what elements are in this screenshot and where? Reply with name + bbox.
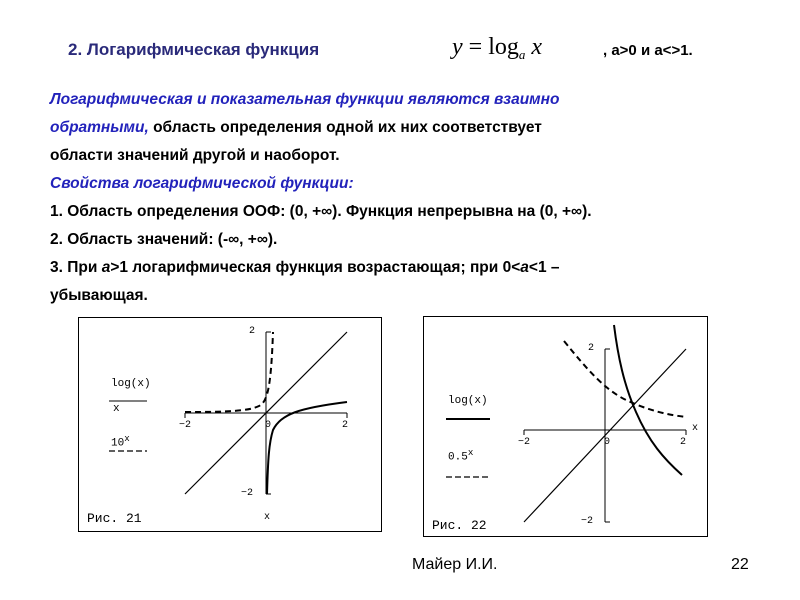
fig22-tick-y-top: 2 xyxy=(588,343,595,354)
body-line-3: области значений другой и наоборот. xyxy=(50,147,340,164)
footer-author: Майер И.И. xyxy=(412,556,498,573)
fig22-x-axis-label: x xyxy=(692,423,699,434)
fig22-tick-x-neg: −2 xyxy=(518,437,531,448)
property-3 xyxy=(50,254,770,282)
property-3-post: <1 – xyxy=(528,259,560,276)
fig21-tick-x-neg: −2 xyxy=(179,420,192,431)
fig21-legend-top: log(x) xyxy=(111,378,151,390)
fig22-legend-base: 0.5 xyxy=(448,451,468,464)
fig22-tick-y-bottom: −2 xyxy=(581,516,594,527)
fig21-tick-y-bottom: −2 xyxy=(241,488,254,499)
page-number: 22 xyxy=(731,556,749,573)
fig22-legend-exp: x xyxy=(467,447,474,458)
body-line-2 xyxy=(50,114,770,142)
formula xyxy=(452,34,542,63)
formula-base: a xyxy=(518,47,526,62)
fig22-caption: Рис. 22 xyxy=(432,518,487,533)
slide-title: 2. Логарифмическая функция xyxy=(68,40,320,59)
body-text xyxy=(50,86,770,310)
formula-condition: , a>0 и a<>1. xyxy=(603,42,693,59)
fig22-legend-top: log(x) xyxy=(448,395,488,407)
fig22-tick-x-pos: 2 xyxy=(680,437,687,448)
fig21-legend-exp: x xyxy=(124,433,130,444)
property-3-mid: >1 логарифмическая функция возрастающая; при 0< xyxy=(110,259,521,276)
fig21-curve-exp xyxy=(185,332,273,412)
fig21-tick-y-top: 2 xyxy=(249,326,256,337)
fig21-tick-x-zero: 0 xyxy=(265,420,272,431)
property-3-a2: a xyxy=(520,259,529,276)
body-line-1: Логарифмическая и показательная функции являются взаимно xyxy=(50,91,560,108)
formula-y: y xyxy=(452,34,463,60)
body-line-2-rest: область определения одной их них соответствует xyxy=(148,119,542,136)
fig22-legend-bottom xyxy=(448,447,473,464)
property-1: 1. Область определения ООФ: (0, +∞). Функция непрерывна на (0, +∞). xyxy=(50,203,592,220)
fig22-tick-x-zero: 0 xyxy=(604,437,611,448)
property-3-pre: 3. При xyxy=(50,259,102,276)
property-2: 2. Область значений: (-∞, +∞). xyxy=(50,231,278,248)
figure-21-plot xyxy=(79,318,381,531)
fig21-x-axis-label: x xyxy=(264,512,271,523)
fig21-legend-bottom xyxy=(111,433,130,450)
fig21-caption: Рис. 21 xyxy=(87,511,142,526)
fig21-legend-base: 10 xyxy=(111,437,125,450)
fig21-tick-x-pos: 2 xyxy=(342,420,349,431)
figure-22 xyxy=(423,316,708,537)
formula-x: x xyxy=(525,34,543,60)
properties-heading: Свойства логарифмической функции: xyxy=(50,175,354,192)
fig21-legend-under: x xyxy=(113,403,120,415)
figure-21 xyxy=(78,317,382,532)
figure-22-plot xyxy=(424,317,707,536)
fig21-curve-log xyxy=(267,402,347,494)
body-line-2-blue: обратными, xyxy=(50,119,149,136)
property-3-cont: убывающая. xyxy=(50,287,148,304)
formula-log: = log xyxy=(462,34,519,60)
property-3-a1: a xyxy=(101,259,111,276)
